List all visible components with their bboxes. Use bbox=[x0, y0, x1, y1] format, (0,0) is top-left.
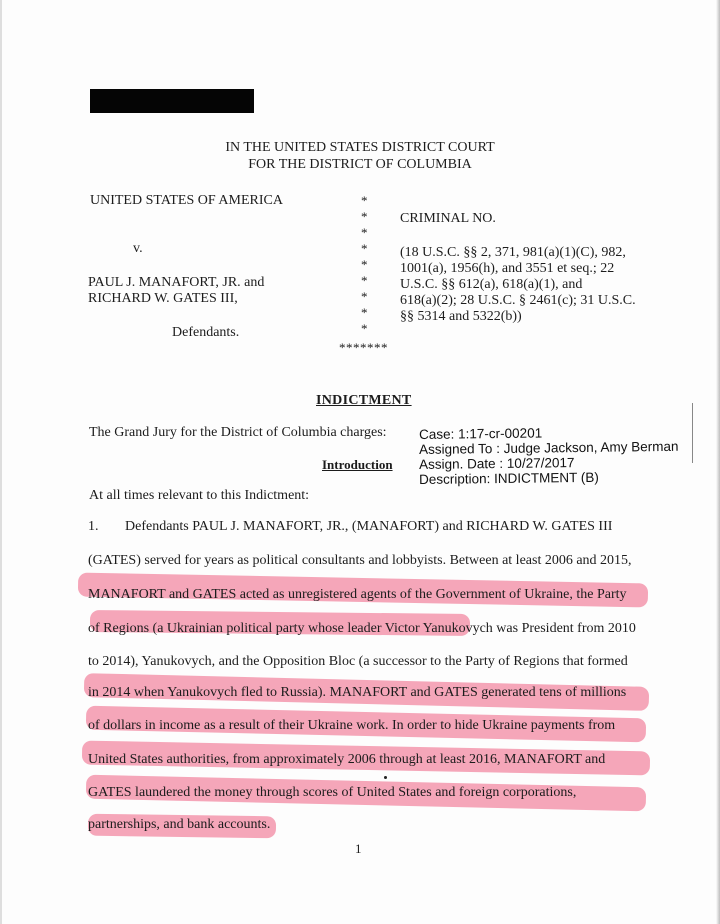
scan-speck bbox=[384, 776, 387, 779]
caption-star: * bbox=[361, 193, 368, 208]
plaintiff-name: UNITED STATES OF AMERICA bbox=[90, 193, 283, 208]
paragraph-line: United States authorities, from approximately 2006 through at least 2016, MANAFORT and bbox=[88, 752, 606, 767]
caption-star: * bbox=[361, 209, 368, 224]
page-number: 1 bbox=[355, 841, 362, 856]
court-name-line2: FOR THE DISTRICT OF COLUMBIA bbox=[248, 157, 472, 172]
assigned-judge-stamp: Assigned To : Judge Jackson, Amy Berman bbox=[419, 438, 679, 457]
statute-line: U.S.C. §§ 612(a), 618(a)(1), and bbox=[400, 277, 583, 292]
caption-star: * bbox=[361, 289, 368, 304]
scan-edge-left bbox=[0, 0, 2, 924]
paragraph-line: partnerships, and bank accounts. bbox=[88, 817, 271, 832]
criminal-number-label: CRIMINAL NO. bbox=[400, 211, 496, 226]
paragraph-number: 1. bbox=[88, 519, 99, 534]
statute-line: 618(a)(2); 28 U.S.C. § 2461(c); 31 U.S.C. bbox=[400, 293, 636, 308]
paragraph-line: (GATES) served for years as political consultants and lobbyists. Between at least 2006 and 2015, bbox=[88, 553, 632, 568]
paragraph-line: of Regions (a Ukrainian political party whose leader Victor Yanukovych was President from 2010 bbox=[88, 621, 636, 636]
caption-star: * bbox=[361, 305, 368, 320]
relevant-times-line: At all times relevant to this Indictment: bbox=[89, 488, 310, 503]
paragraph-line: MANAFORT and GATES acted as unregistered agents of the Government of Ukraine, the Party bbox=[88, 587, 627, 602]
paragraph-line: in 2014 when Yanukovych fled to Russia). MANAFORT and GATES generated tens of millions bbox=[88, 685, 627, 700]
grand-jury-charge: The Grand Jury for the District of Columbia charges: bbox=[89, 425, 387, 440]
paragraph-line: to 2014), Yanukovych, and the Opposition Bloc (a successor to the Party of Regions that formed bbox=[88, 654, 628, 669]
paragraph-line: GATES laundered the money through scores of United States and foreign corporations, bbox=[88, 785, 577, 800]
defendants-label: Defendants. bbox=[172, 325, 240, 340]
assign-date-stamp: Assign. Date : 10/27/2017 bbox=[419, 455, 575, 472]
paragraph-line: Defendants PAUL J. MANAFORT, JR., (MANAFORT) and RICHARD W. GATES III bbox=[125, 519, 613, 534]
statute-line: §§ 5314 and 5322(b)) bbox=[400, 309, 522, 324]
caption-star: * bbox=[361, 273, 368, 288]
case-number-stamp: Case: 1:17-cr-00201 bbox=[419, 425, 543, 442]
caption-star: * bbox=[361, 225, 368, 240]
versus-label: v. bbox=[133, 241, 143, 256]
court-name-line1: IN THE UNITED STATES DISTRICT COURT bbox=[225, 140, 495, 155]
stamp-border-mark bbox=[692, 403, 693, 463]
statute-line: 1001(a), 1956(h), and 3551 et seq.; 22 bbox=[400, 261, 615, 276]
scan-edge-right bbox=[716, 0, 720, 924]
defendant-name-1: PAUL J. MANAFORT, JR. and bbox=[88, 275, 265, 290]
paragraph-line: of dollars in income as a result of their Ukraine work. In order to hide Ukraine payments from bbox=[88, 718, 616, 733]
introduction-heading: Introduction bbox=[322, 457, 393, 472]
statute-line: (18 U.S.C. §§ 2, 371, 981(a)(1)(C), 982, bbox=[400, 245, 626, 260]
redaction-bar bbox=[90, 89, 254, 113]
description-stamp: Description: INDICTMENT (B) bbox=[419, 469, 599, 487]
document-title: INDICTMENT bbox=[316, 393, 412, 408]
caption-star: * bbox=[361, 321, 368, 336]
caption-star-row: ******* bbox=[339, 340, 388, 355]
caption-star: * bbox=[361, 257, 368, 272]
caption-star: * bbox=[361, 241, 368, 256]
defendant-name-2: RICHARD W. GATES III, bbox=[88, 291, 238, 306]
